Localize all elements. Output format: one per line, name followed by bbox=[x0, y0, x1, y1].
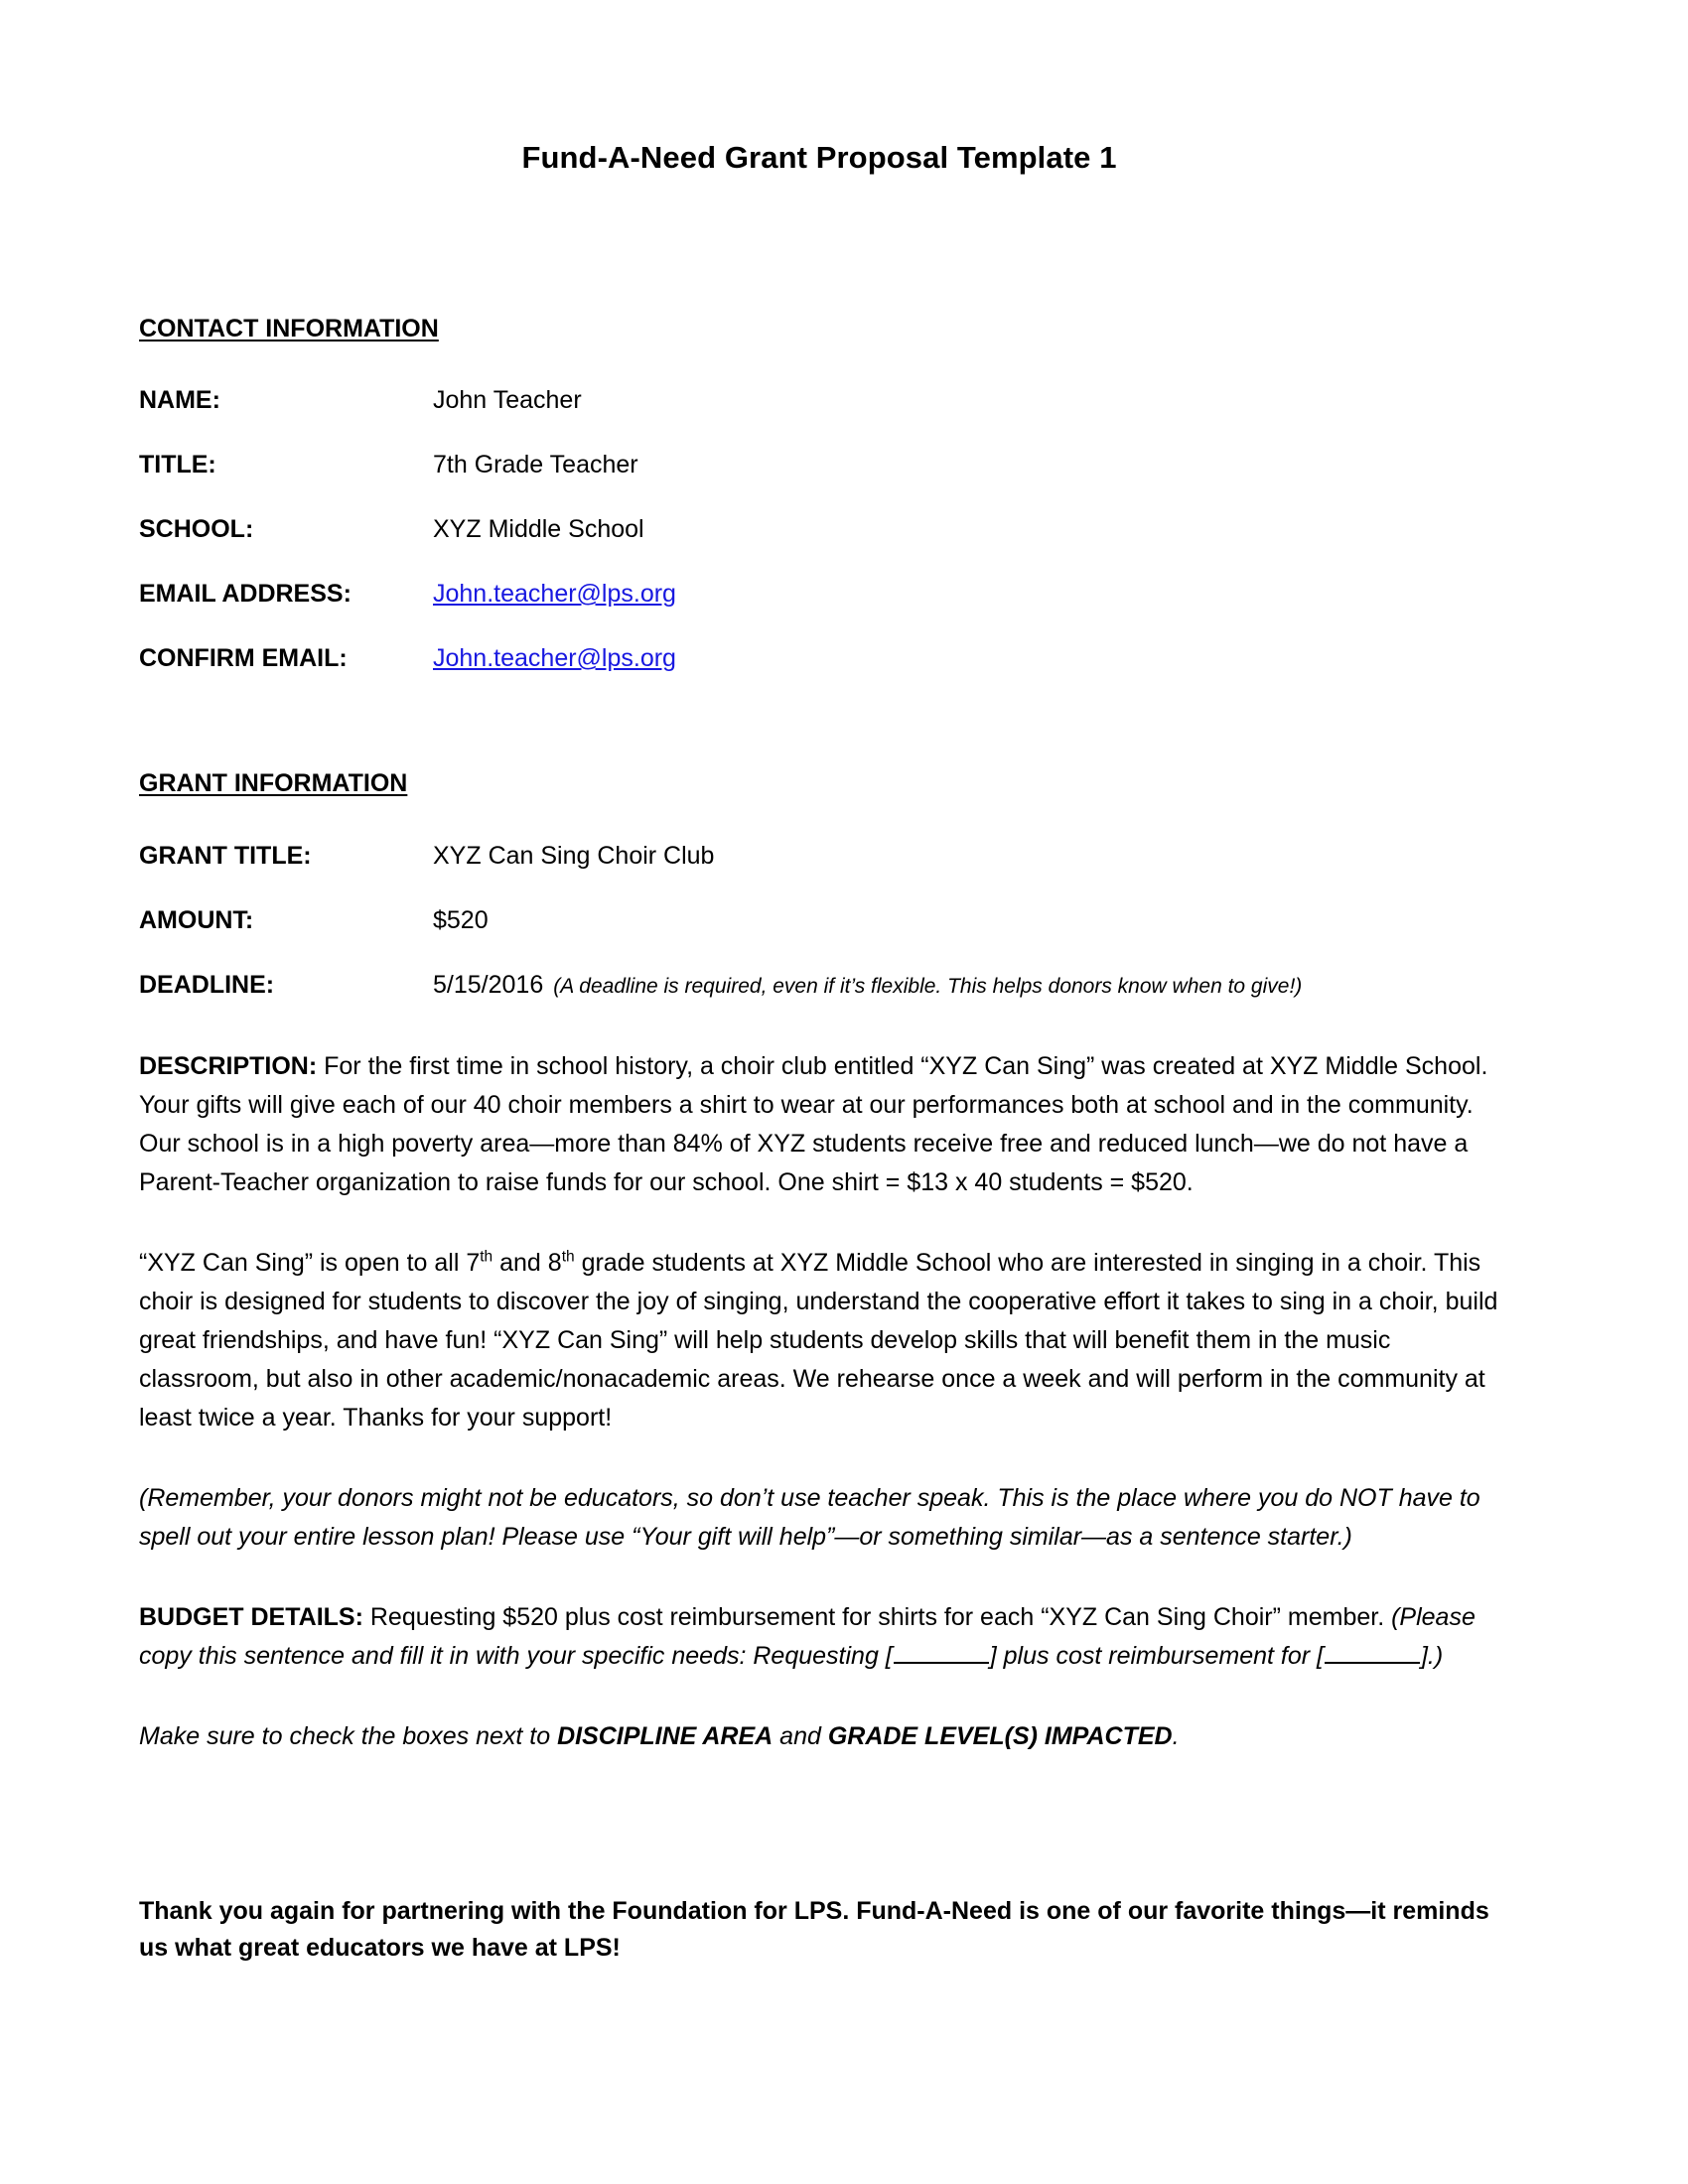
budget-details-paragraph bbox=[139, 1598, 1499, 1676]
check-boxes-text-1: Make sure to check the boxes next to bbox=[139, 1721, 558, 1750]
field-row-email-address bbox=[139, 578, 1499, 611]
description-paragraph-1 bbox=[139, 1047, 1499, 1202]
description-text-2b: and 8 bbox=[492, 1248, 562, 1277]
closing-thank-you-paragraph: Thank you again for partnering with the Foundation for LPS. Fund-A-Need is one of our favorite things—it reminds us what great educators we have at LPS! bbox=[139, 1896, 1489, 1963]
title-value: 7th Grade Teacher bbox=[433, 451, 638, 479]
field-row-title bbox=[139, 449, 1499, 481]
budget-note-part-1: (Please copy this sentence and fill it in with your specific needs: Requesting [ bbox=[139, 1602, 1476, 1670]
field-row-confirm-email bbox=[139, 642, 1499, 675]
school-label: SCHOOL: bbox=[139, 515, 254, 544]
check-boxes-instruction bbox=[139, 1717, 1499, 1756]
field-row-name bbox=[139, 384, 1499, 417]
page-title: Fund-A-Need Grant Proposal Template 1 bbox=[521, 140, 1117, 175]
name-value: John Teacher bbox=[433, 386, 582, 415]
description-text-2c: grade students at XYZ Middle School who are interested in singing in a choir. This choir is designed for students to discover the joy of singing, understand the cooperative effort it takes to sing in a choir, build great friendships, and have fun! “XYZ Can Sing” will help students develop skills that will benefit them in the music classroom, but also in other academic/nonacademic areas. We rehearse once a week and will perform in the community at least twice a year. Thanks for your support! bbox=[139, 1248, 1498, 1432]
superscript-th-1: th bbox=[480, 1248, 493, 1266]
budget-note-part-2: ] plus cost reimbursement for [ bbox=[989, 1641, 1324, 1670]
grant-information-heading: GRANT INFORMATION bbox=[139, 769, 408, 798]
deadline-label: DEADLINE: bbox=[139, 970, 275, 999]
field-row-deadline bbox=[139, 969, 1499, 1002]
budget-note-part-3: ].) bbox=[1420, 1641, 1444, 1670]
confirm-email-link[interactable]: John.teacher@lps.org bbox=[433, 644, 676, 673]
email-address-label: EMAIL ADDRESS: bbox=[139, 580, 352, 609]
budget-details-label: BUDGET DETAILS: bbox=[139, 1602, 363, 1631]
budget-details-text: Requesting $520 plus cost reimbursement for shirts for each “XYZ Can Sing Choir” member. bbox=[362, 1602, 1392, 1631]
grant-title-label: GRANT TITLE: bbox=[139, 841, 312, 870]
budget-blank-field-2[interactable] bbox=[1325, 1641, 1420, 1664]
description-remember-note: (Remember, your donors might not be educators, so don’t use teacher speak. This is the place where you do NOT have to spell out your entire lesson plan! Please use “Your gift will help”—or something similar—as a sentence starter.) bbox=[139, 1483, 1480, 1551]
superscript-th-2: th bbox=[561, 1248, 575, 1266]
grant-title-value: XYZ Can Sing Choir Club bbox=[433, 841, 715, 870]
page-content bbox=[139, 0, 1499, 1968]
description-text-1: For the first time in school history, a choir club entitled “XYZ Can Sing” was created at XYZ Middle School. Your gifts will give each of our 40 choir members a shirt to wear at our performances both at school and in the community. Our school is in a high poverty area—more than 84% of XYZ students receive free and reduced lunch—we do not have a Parent-Teacher organization to raise funds for our school. One shirt = $13 x 40 students = $520. bbox=[139, 1051, 1488, 1196]
grade-levels-emphasis: GRADE LEVEL(S) IMPACTED bbox=[827, 1721, 1173, 1750]
school-value: XYZ Middle School bbox=[433, 515, 644, 544]
description-paragraph-2 bbox=[139, 1244, 1499, 1437]
field-row-amount bbox=[139, 904, 1499, 937]
field-row-grant-title bbox=[139, 840, 1499, 873]
title-label: TITLE: bbox=[139, 451, 216, 479]
contact-information-heading: CONTACT INFORMATION bbox=[139, 314, 439, 342]
deadline-note: (A deadline is required, even if it’s flexible. This helps donors know when to give!) bbox=[553, 974, 1303, 998]
amount-value: $520 bbox=[433, 905, 489, 934]
name-label: NAME: bbox=[139, 386, 220, 415]
description-label: DESCRIPTION: bbox=[139, 1051, 318, 1080]
confirm-email-label: CONFIRM EMAIL: bbox=[139, 644, 348, 673]
deadline-value: 5/15/2016 bbox=[433, 970, 544, 999]
description-text-2a: “XYZ Can Sing” is open to all 7 bbox=[139, 1248, 481, 1277]
budget-blank-field-1[interactable] bbox=[894, 1641, 989, 1664]
amount-label: AMOUNT: bbox=[139, 905, 254, 934]
field-row-school bbox=[139, 513, 1499, 546]
email-address-link[interactable]: John.teacher@lps.org bbox=[433, 580, 676, 609]
check-boxes-text-2: and bbox=[773, 1721, 828, 1750]
discipline-area-emphasis: DISCIPLINE AREA bbox=[557, 1721, 774, 1750]
check-boxes-text-3: . bbox=[1172, 1721, 1180, 1750]
